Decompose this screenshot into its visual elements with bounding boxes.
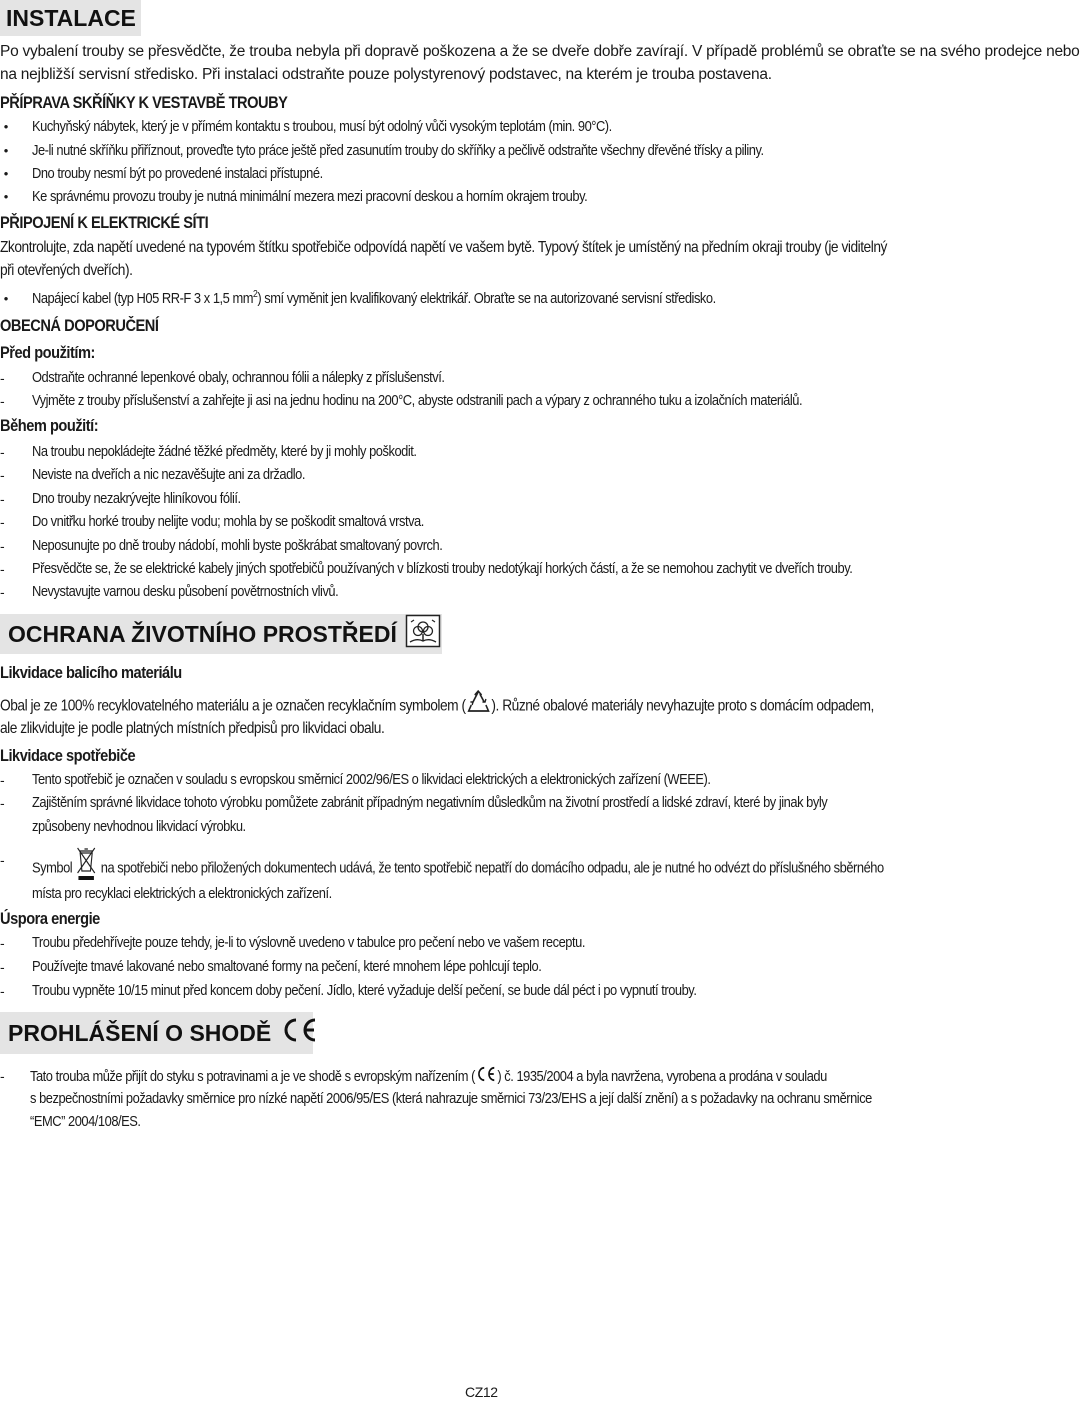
conformity-heading: PROHLÁŠENÍ O SHODĚ: [0, 1012, 313, 1054]
list-item: • Kuchyňský nábytek, který je v přímém kontaktu s troubou, musí být odolný vůči vysokým teplotám (min. 90°C).: [0, 117, 960, 137]
list-item: - Na troubu nepokládejte žádné těžké předměty, které by ji mohly poškodit.: [0, 443, 417, 460]
before-use-title: Před použitím:: [0, 343, 95, 362]
ce-mark-icon: [475, 1066, 497, 1088]
installation-heading: INSTALACE: [0, 0, 141, 36]
bullet-icon: •: [3, 166, 9, 181]
list-item: - Vyjměte z trouby příslušenství a zahřejte ji asi na jednu hodinu na 200°C, abyste odstranili pach a výpary z ochranného tuku a izolačních materiálů.: [0, 392, 803, 409]
list-item: - Zajištěním správné likvidace tohoto výrobku pomůžete zabránit případným negativním důsledkům na životní prostředí a lidské zdraví, které by jinak byly: [0, 794, 828, 811]
manual-page: INSTALACE Po vybalení trouby se přesvědčte, že trouba nebyla při dopravě poškozena a že se dveře dobře zavírají. V případě problémů se obraťte se na svého prodejce nebo na nejbližší servisní středisko. Při instalaci odstraňte pouze polystyrenový podstavec, na kterém je trouba postavena. PŘÍPRAVA SKŘÍŇKY K VESTAVBĚ TROUBY • Kuchyňský nábytek, který je v přímém kontaktu s troubou, musí být odolný vůči vysokým teplotám (min. 90°C). • Je-li nutné skříňku přiříznout, proveďte tyto práce ještě před zasunutím trouby do skříňky a pečlivě odstraňte všechny dřevěné třísky a piliny. • Dno trouby nesmí být po provedené instalaci přístupné. • Ke správnému provozu trouby je nutná minimální mezera mezi pracovní deskou a horním okrajem trouby. PŘIPOJENÍ K ELEKTRICKÉ SÍTI Zkontrolujte, zda napětí uvedené na typovém štítku spotřebiče odpovídá napětí ve vašem bytě. Typový štítek je umístěný na předním okraji trouby (je viditelný při otevřených dveřích). • Napájecí kabel (typ H05 RR-F 3 x 1,5 $mm^2$) smí vyměnit jen kvalifikovaný elektrikář. Obraťte se na autorizované servisní středisko. OBECNÁ DOPORUČENÍ Před použitím: - Odstraňte ochranné lepenkové obaly, ochrannou fólii a nálepky z příslušenství. - Vyjměte z trouby příslušenství a zahřejte ji asi na jednu hodinu na 200°C, abyste odstranili pach a výpary z ochranného tuku a izolačních materiálů. Během použití: - Na troubu nepokládejte žádné těžké předměty, které by ji mohly poškodit. - Neviste na dveřích a nic nezavěšujte ani za držadlo. - Dno trouby nezakrývejte hliníkovou fólií. - Do vnitřku horké trouby nelijte vodu; mohla by se poškodit smaltová vrstva. - Neposunujte po dně trouby nádobí, mohli byste poškrábat smaltovaný povrch. - Přesvědčte se, že se elektrické kabely jiných spotřebičů používaných v blízkosti trouby nedotýkají horkých částí, a že se nemohou zachytit ve dveřích trouby. - Nevystavujte varnou desku působení povětrnostních vlivů. OCHRANA ŽIVOTNÍHO PROSTŘEDÍ Likvidace balicího materiálu Obal je ze 100% recyklovatelného materiálu a je označen recyklačním symbolem ( ). Různé obalové materiály nevyhazujte proto s domácím odpadem, ale zlikvidujte je podle platných místních předpisů pro likvidaci obalu. Likvidace spotřebiče - Tento spotřebič je označen v souladu s evropskou směrnicí 2002/96/ES o likvidaci elektrických a elektronických zařízení (WEEE). - Zajištěním správné likvidace tohoto výrobku pomůžete zabránit případným negativním důsledkům na životní prostředí a lidské zdraví, které by jinak byly způsobeny nevhodnou likvidací výrobku. - Symbol na spotřebiči nebo přiložených dokumentech udává, že tento spotřebič nepatří do domácího odpadu, ale je nutné ho odvézt do příslušného sběrného místa pro recyklaci elektrických a elektronických zařízení. Úspora energie - Troubu předehřívejte pouze tehdy, je-li to výslovně uvedeno v tabulce pro pečení nebo ve vašem receptu. - Používejte tmavé lakované nebo smaltované formy na pečení, které mnohem lépe pohlcují teplo. - Troubu vypněte 10/15 minut před koncem doby pečení. Jídlo, které vyžaduje delší pečení, se bude dál péct i po vypnutí trouby. PROHLÁŠENÍ O SHODĚ - Tato trouba může přijít do styku s potravinami a je ve shodě s evropským nařízením ( ) č. 1935/2004 a byla navržena, vyrobena a prodána v souladu s bezpečnostními požadavky směrnice pro nízké napětí 2006/95/ES (která nahrazuje směrnici 73/23/EHS a její další znění) a s požadavky na ochranu směrnice “EMC” 2004/108/ES. CZ12: [0, 0, 960, 1403]
list-item: - Tato trouba může přijít do styku s potravinami a je ve shodě s evropským nařízením ( ) č. 1935/2004 a byla navržena, vyrobena a prodána v souladu: [0, 1066, 960, 1086]
list-item-continuation: s bezpečnostními požadavky směrnice pro nízké napětí 2006/95/ES (která nahrazuje směrnici 73/23/EHS a její další znění) a s požadavky na ochranu směrnice: [30, 1090, 872, 1107]
appliance-title: Likvidace spotřebiče: [0, 746, 136, 765]
list-item: • Dno trouby nesmí být po provedené instalaci přístupné.: [0, 164, 960, 184]
intro-line-2: na nejbližší servisní středisko. Při instalaci odstraňte pouze polystyrenový podstavec, na kterém je trouba postavena.: [0, 66, 772, 83]
list-item-continuation: “EMC” 2004/108/ES.: [30, 1113, 141, 1130]
cabinet-title: PŘÍPRAVA SKŘÍŇKY K VESTAVBĚ TROUBY: [0, 93, 288, 112]
packaging-title: Likvidace balicího materiálu: [0, 663, 182, 682]
intro-line-1: Po vybalení trouby se přesvědčte, že trouba nebyla při dopravě poškozena a že se dveře dobře zavírají. V případě problémů se obraťte se na svého prodejce nebo: [0, 43, 1080, 60]
list-item: - Přesvědčte se, že se elektrické kabely jiných spotřebičů používaných v blízkosti trouby nedotýkají horkých částí, a že se nemohou zachytit ve dveřích trouby.: [0, 560, 853, 577]
list-item-continuation: místa pro recyklaci elektrických a elektronických zařízení.: [32, 885, 332, 902]
bullet-icon: •: [3, 119, 9, 134]
bullet-icon: •: [3, 143, 9, 158]
environment-heading: OCHRANA ŽIVOTNÍHO PROSTŘEDÍ: [0, 614, 442, 654]
list-item: - Troubu vypněte 10/15 minut před koncem doby pečení. Jídlo, které vyžaduje delší pečení, se bude dál péct i po vypnutí trouby.: [0, 982, 697, 999]
list-item-continuation: způsobeny nevhodnou likvidací výrobku.: [32, 818, 246, 835]
list-item: - Do vnitřku horké trouby nelijte vodu; mohla by se poškodit smaltová vrstva.: [0, 513, 424, 530]
bullet-icon: •: [3, 291, 9, 306]
list-item: - Dno trouby nezakrývejte hliníkovou fólií.: [0, 490, 241, 507]
list-item: • Ke správnému provozu trouby je nutná minimální mezera mezi pracovní deskou a horním okrajem trouby.: [0, 187, 960, 207]
list-item: - Tento spotřebič je označen v souladu s evropskou směrnicí 2002/96/ES o likvidaci elektrických a elektronických zařízení (WEEE).: [0, 771, 711, 788]
packaging-text-1: Obal je ze 100% recyklovatelného materiálu a je označen recyklačním symbolem ( ). Různé obalové materiály nevyhazujte proto s domácím odpadem,: [0, 690, 960, 716]
list-item: - Používejte tmavé lakované nebo smaltované formy na pečení, které mnohem lépe pohlcují teplo.: [0, 958, 542, 975]
general-title: OBECNÁ DOPORUČENÍ: [0, 316, 159, 335]
electrical-title: PŘIPOJENÍ K ELEKTRICKÉ SÍTI: [0, 213, 209, 232]
list-item: - Odstraňte ochranné lepenkové obaly, ochrannou fólii a nálepky z příslušenství.: [0, 369, 445, 386]
list-item: - Neposunujte po dně trouby nádobí, mohli byste poškrábat smaltovaný povrch.: [0, 537, 443, 554]
list-item: - Neviste na dveřích a nic nezavěšujte ani za držadlo.: [0, 466, 305, 483]
page-number: CZ12: [465, 1384, 498, 1400]
list-item: - Nevystavujte varnou desku působení povětrnostních vlivů.: [0, 583, 339, 600]
ce-mark-icon: [279, 1017, 319, 1049]
bullet-icon: •: [3, 189, 9, 204]
list-item: [0, 289, 960, 309]
environment-icon: [405, 614, 441, 654]
cable-note: Napájecí kabel (typ H05 RR-F 3 x 1,5 $mm^2$) smí vyměnit jen kvalifikovaný elektrikář. Obraťte se na autorizované servisní středisko.: [32, 289, 716, 307]
list-item: • Je-li nutné skříňku přiříznout, proveďte tyto práce ještě před zasunutím trouby do skříňky a pečlivě odstraňte všechny dřevěné třísky a piliny.: [0, 141, 960, 161]
during-use-title: Během použití:: [0, 416, 99, 435]
energy-title: Úspora energie: [0, 909, 100, 928]
list-item: - Symbol na spotřebiči nebo přiložených dokumentech udává, že tento spotřebič nepatří do domácího odpadu, ale je nutné ho odvézt do příslušného sběrného: [0, 845, 960, 881]
recycle-icon: [466, 690, 492, 723]
list-item: - Troubu předehřívejte pouze tehdy, je-li to výslovně uvedeno v tabulce pro pečení nebo ve vašem receptu.: [0, 934, 585, 951]
